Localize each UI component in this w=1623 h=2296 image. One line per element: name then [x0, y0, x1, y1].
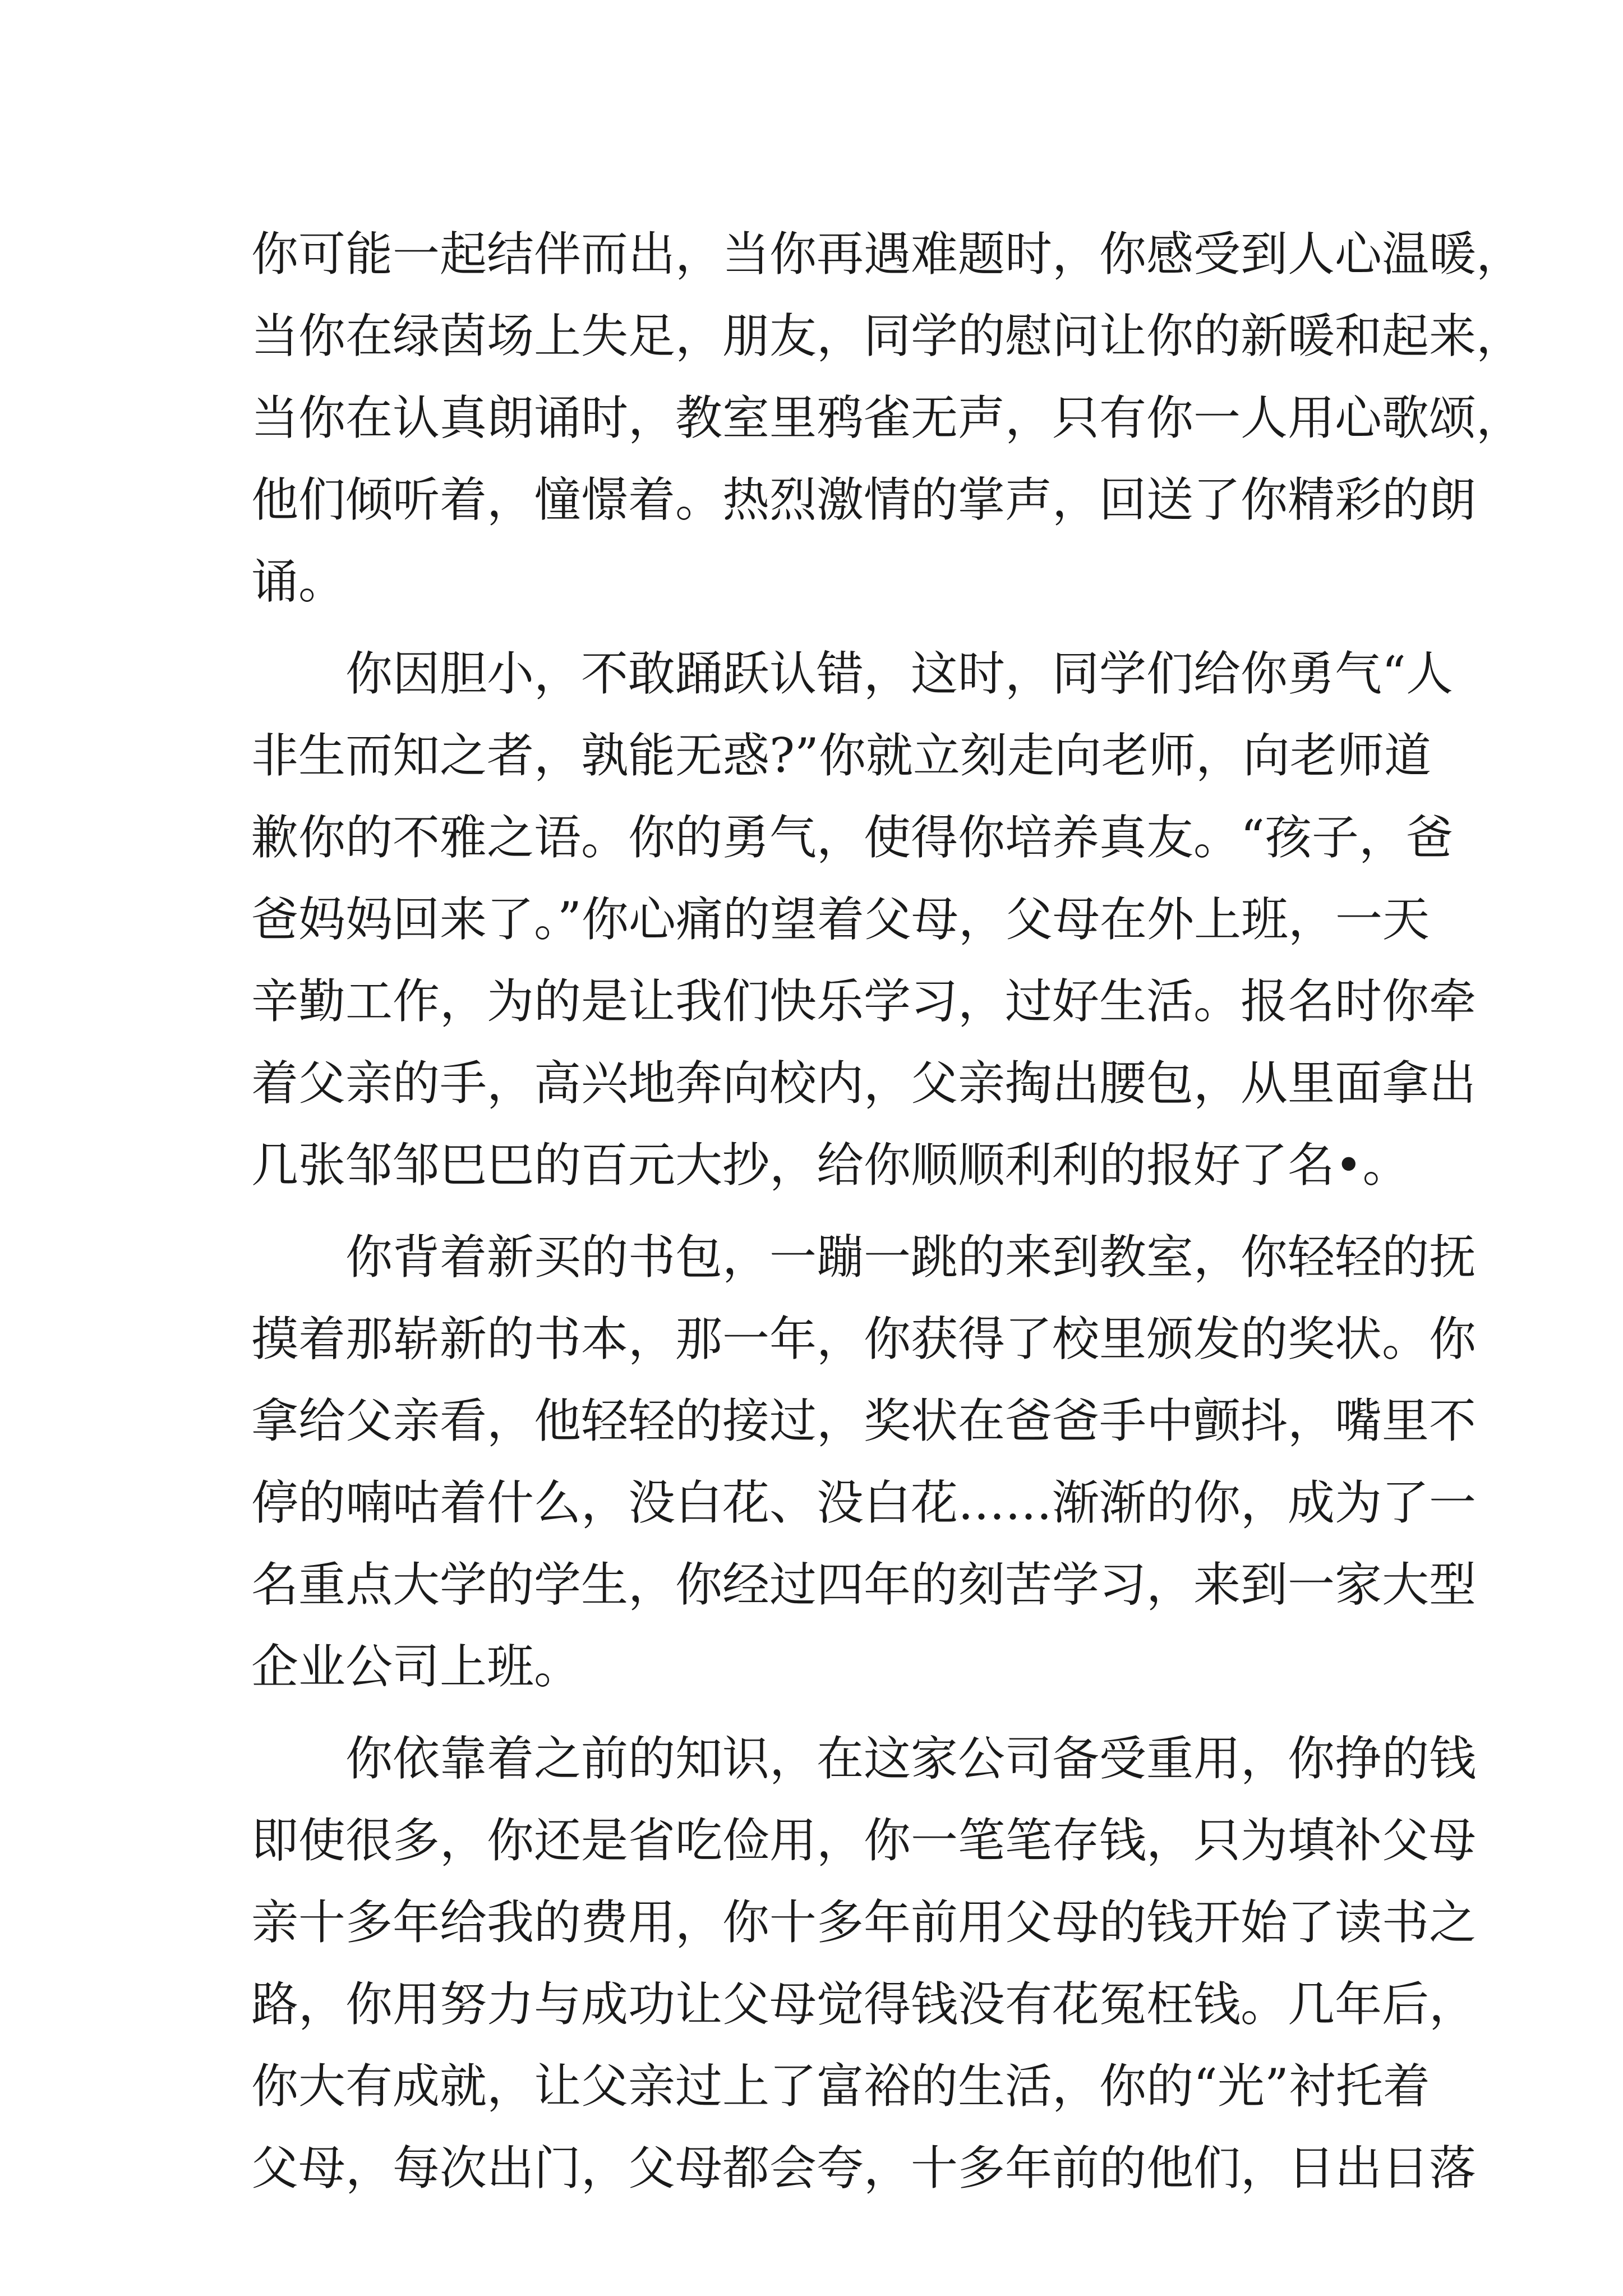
text-line: 诵。	[251, 554, 346, 609]
paragraph	[251, 633, 1477, 1206]
body-text	[251, 213, 1524, 2209]
text-line: 路，你用努力与成功让父母觉得钱没有花冤枉钱。几年后，	[251, 1977, 1477, 2032]
text-line: 他们倾听着，憧憬着。热烈激情的掌声，回送了你精彩的朗	[251, 472, 1477, 527]
text-line: 你大有成就，让父亲过上了富裕的生活，你的“光”衬托着	[251, 2059, 1430, 2114]
text-line: 你依靠着之前的知识，在这家公司备受重用，你挣的钱	[345, 1731, 1477, 1786]
text-line: 摸着那崭新的书本，那一年，你获得了校里颁发的奖状。你	[251, 1312, 1477, 1366]
text-line: 歉你的不雅之语。你的勇气，使得你培养真友。“孩子，爸	[251, 810, 1453, 865]
text-line: 你可能一起结伴而出，当你再遇难题时，你感受到人心温暖，	[251, 227, 1524, 282]
text-line: 你因胆小，不敢踊跃认错，这时，同学们给你勇气“人	[345, 646, 1453, 701]
text-line: 企业公司上班。	[251, 1639, 582, 1694]
text-line: 当你在绿茵场上失足，朋友，同学的慰问让你的新暖和起来，	[251, 309, 1524, 364]
paragraph-gap	[251, 1708, 1390, 1718]
text-line: 即使很多，你还是省吃俭用，你一笔笔存钱，只为填补父母	[251, 1813, 1477, 1868]
paragraph-gap	[251, 623, 1390, 633]
text-line: 几张邹邹巴巴的百元大抄，给你顺顺利利的报好了名•。	[251, 1138, 1410, 1193]
text-line: 爸妈妈回来了。”你心痛的望着父母，父母在外上班，一天	[251, 892, 1430, 947]
text-line: 当你在认真朗诵时，教室里鸦雀无声，只有你一人用心歌颂，	[251, 390, 1524, 445]
text-line: 非生而知之者，孰能无惑?”你就立刻走向老师，向老师道	[251, 728, 1431, 783]
paragraph	[251, 1718, 1477, 2209]
paragraph	[251, 213, 1524, 623]
text-line: 父母，每次出门，父母都会夸，十多年前的他们，日出日落	[251, 2141, 1477, 2196]
paragraph	[251, 1216, 1477, 1708]
text-line: 亲十多年给我的费用，你十多年前用父母的钱开始了读书之	[251, 1895, 1477, 1950]
text-line: 你背着新买的书包，一蹦一跳的来到教室，你轻轻的抚	[345, 1230, 1477, 1285]
text-line: 着父亲的手，高兴地奔向校内，父亲掏出腰包，从里面拿出	[251, 1056, 1477, 1111]
text-line: 辛勤工作，为的是让我们快乐学习，过好生活。报名时你牵	[251, 974, 1477, 1029]
text-line: 停的喃咕着什么，没白花、没白花……渐渐的你，成为了一	[251, 1475, 1477, 1530]
paragraph-gap	[251, 1206, 1390, 1216]
text-line: 拿给父亲看，他轻轻的接过，奖状在爸爸手中颤抖，嘴里不	[251, 1393, 1477, 1448]
text-line: 名重点大学的学生，你经过四年的刻苦学习，来到一家大型	[251, 1557, 1477, 1612]
